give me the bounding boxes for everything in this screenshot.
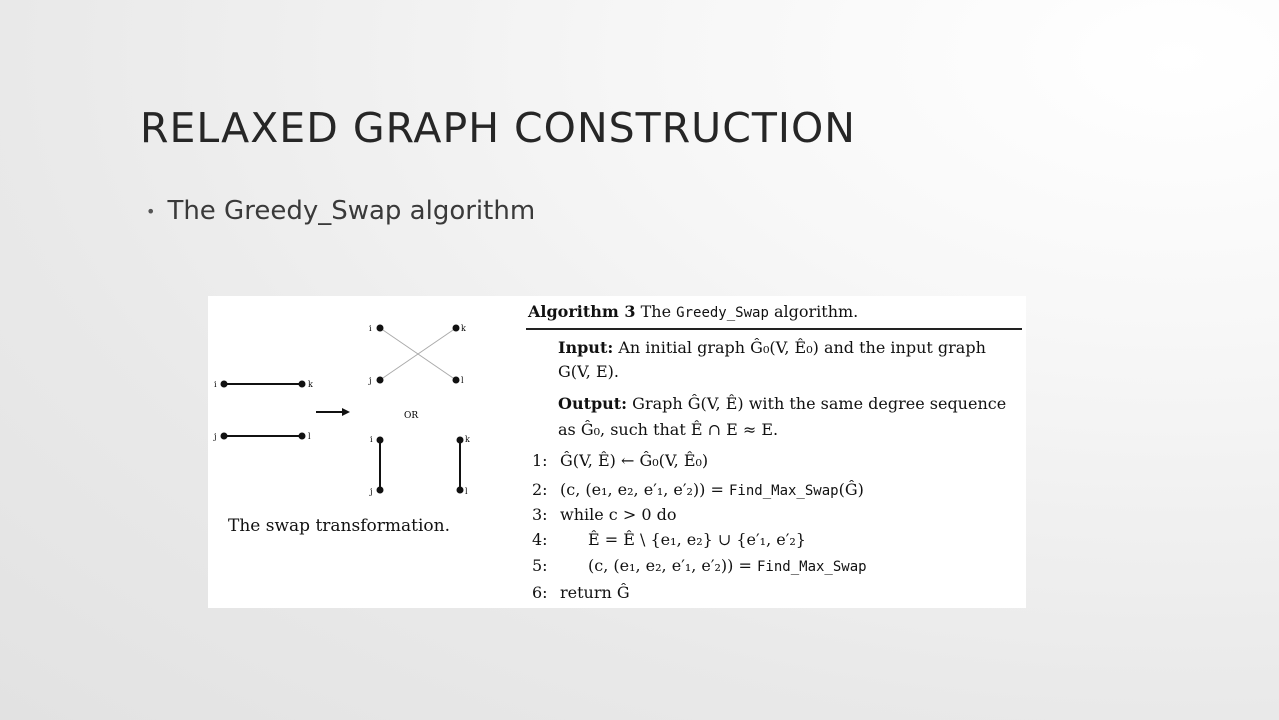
step-number: 6:: [532, 583, 548, 602]
algorithm-heading: [528, 302, 858, 321]
node-l-left: [299, 433, 306, 440]
step-number: 2:: [532, 480, 548, 499]
algorithm-rule: [526, 328, 1022, 330]
algorithm-step: [532, 505, 1012, 524]
svg-text:i: i: [370, 435, 373, 444]
label-i-left: i: [214, 380, 217, 389]
label-l-left: l: [308, 432, 311, 441]
label-k-left: k: [308, 380, 313, 389]
output-text-2: as Ĝ₀, such that Ê ∩ E ≈ E.: [558, 420, 779, 439]
step-text: Ĝ(V, Ê) ← Ĝ₀(V, Ê₀): [560, 451, 709, 470]
step-text: return Ĝ: [560, 583, 630, 602]
step-number: 5:: [532, 556, 548, 575]
step-text: (c, (e₁, e₂, e′₁, e′₂)) = Find_Max_Swap(Ĝ): [560, 480, 864, 499]
input-text-1: An initial graph Ĝ₀(V, Ê₀) and the input graph: [618, 338, 986, 357]
input-text-2: G(V, E).: [558, 362, 619, 381]
algorithm-number: Algorithm 3: [528, 302, 636, 321]
input-label: Input:: [558, 338, 614, 357]
svg-text:i: i: [369, 324, 372, 333]
algorithm-input: [558, 338, 986, 357]
bullet-text: The Greedy_Swap algorithm: [167, 196, 536, 226]
svg-text:j: j: [369, 376, 372, 385]
node-j-left: [221, 433, 228, 440]
find-max-swap-code: Find_Max_Swap: [757, 559, 867, 575]
algorithm-output: [558, 394, 1006, 413]
algorithm-box: [526, 296, 1022, 608]
step-number: 4:: [532, 530, 548, 549]
output-text-1: Graph Ĝ(V, Ê) with the same degree sequence: [632, 394, 1007, 413]
or-label: OR: [404, 411, 419, 421]
step-number: 3:: [532, 505, 548, 524]
find-max-swap-code: Find_Max_Swap: [729, 483, 839, 499]
node-i-left: [221, 381, 228, 388]
bullet-item: [146, 196, 535, 226]
step-number: 1:: [532, 451, 548, 470]
algorithm-step: [532, 583, 1012, 602]
svg-text:k: k: [461, 324, 466, 333]
step-text: Ê = Ê \ {e₁, e₂} ∪ {e′₁, e′₂}: [588, 530, 806, 549]
svg-text:j: j: [370, 487, 373, 496]
svg-text:l: l: [465, 487, 468, 496]
step-text: (c, (e₁, e₂, e′₁, e′₂)) = Find_Max_Swap: [588, 556, 867, 575]
step-text: while c > 0 do: [560, 505, 677, 524]
output-label: Output:: [558, 394, 628, 413]
swap-caption: The swap transformation.: [228, 516, 450, 536]
svg-text:k: k: [465, 435, 470, 444]
algorithm-step: [532, 530, 1012, 549]
algorithm-title-code: Greedy_Swap: [676, 305, 769, 321]
algorithm-figure-image: [208, 296, 1026, 608]
algorithm-step: [532, 451, 1012, 470]
bullet-dot-icon: •: [146, 201, 156, 221]
node-k-left: [299, 381, 306, 388]
label-j-left: j: [214, 432, 217, 441]
svg-text:l: l: [461, 376, 464, 385]
algorithm-step: [532, 480, 1012, 499]
algorithm-step: [532, 556, 1012, 575]
slide-title: RELAXED GRAPH CONSTRUCTION: [140, 104, 856, 152]
algorithm-title-pre: The: [640, 302, 672, 321]
swap-transformation-diagram: [208, 296, 526, 608]
arrow-icon: [316, 408, 350, 416]
algorithm-title-post: algorithm.: [773, 302, 859, 321]
